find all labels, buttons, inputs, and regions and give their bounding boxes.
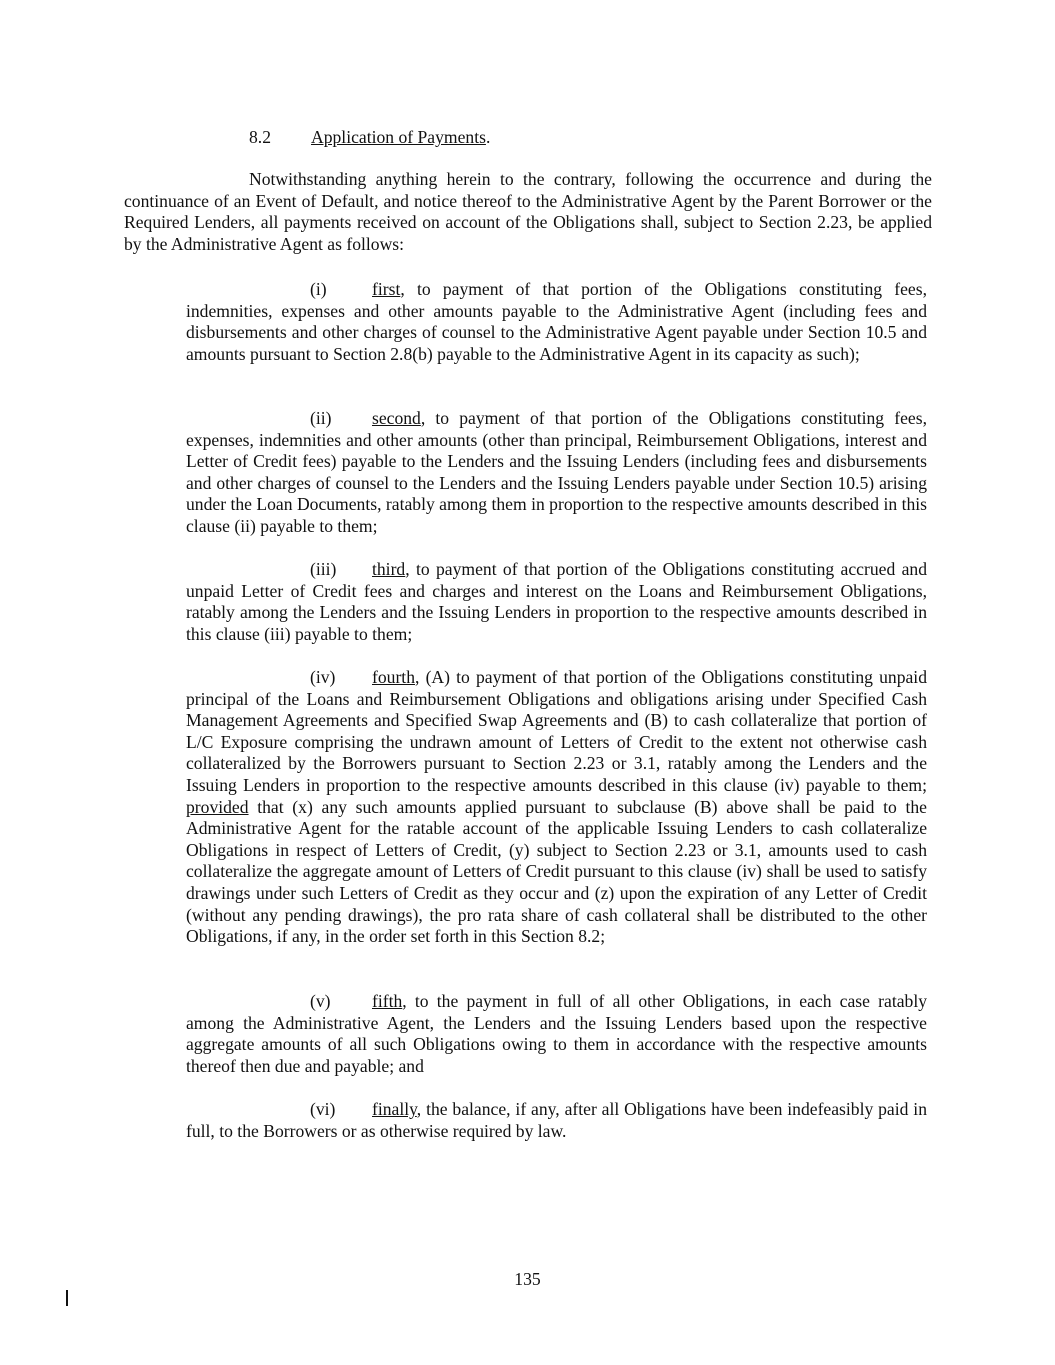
clause-i: [186, 279, 927, 365]
clause-keyword: second: [372, 408, 421, 428]
clause-text: , to payment of that portion of the Obligations constituting fees, indemnities, expenses and other amounts payable to the Administrative Agent (including fees and disbursements and other charges of counsel to the Administrative Agent payable under Section 10.5 and amounts pursuant to Section 2.8(b) payable to the Administrative Agent in its capacity as such);: [186, 279, 927, 364]
clause-vi: [186, 1099, 927, 1142]
clause-label: (v): [310, 991, 331, 1011]
clause-text: , to payment of that portion of the Obligations constituting fees, expenses, indemnities and other amounts (other than principal, Reimbursement Obligations, interest and Letter of Credit fees) payable to the Lenders and the Issuing Lenders (including fees and disbursements and other charges of counsel to the Lenders and the Issuing Lenders payable under Section 10.5) arising under the Loan Documents, ratably among them in proportion to the respective amounts described in this clause (ii) payable to them;: [186, 408, 927, 536]
clause-label: (iv): [310, 667, 336, 687]
clause-iv: [186, 667, 927, 948]
clause-iii: [186, 559, 927, 645]
clause-keyword: finally: [372, 1099, 417, 1119]
clause-text: , the balance, if any, after all Obligations have been indefeasibly paid in full, to the Borrowers or as otherwise required by law.: [186, 1099, 927, 1141]
clause-keyword: third: [372, 559, 406, 579]
clause-label: (i): [310, 279, 327, 299]
clause-keyword: fifth: [372, 991, 403, 1011]
clause-proviso-keyword: provided: [186, 796, 249, 817]
clause-label: (iii): [310, 559, 337, 579]
clause-proviso-text: that (x) any such amounts applied pursuant to subclause (B) above shall be paid to the Administrative Agent for the ratable account of the applicable Issuing Lenders to cash collateralize Obligations in respect of Letters of Credit, (y) subject to Section 2.23 or 3.1, amounts used to cash collateralize the aggregate amount of Letters of Credit pursuant to this clause (iv) shall be used to satisfy drawings under such Letters of Credit as they occur and (z) upon the expiration of any Letter of Credit (without any pending drawings), the pro rata share of cash collateral shall be distributed to the other Obligations, if any, in the order set forth in this Section 8.2;: [186, 796, 927, 947]
section-title: Application of Payments: [311, 127, 486, 147]
revision-bar: [66, 1290, 68, 1306]
clause-keyword: first: [372, 279, 401, 299]
clause-keyword: fourth: [372, 667, 415, 687]
page-number: 135: [514, 1269, 541, 1289]
section-number: 8.2: [249, 127, 271, 147]
clause-text: , to the payment in full of all other Obligations, in each case ratably among the Administrative Agent, the Lenders and the Issuing Lenders based upon the respective aggregate amounts of all such Obligations owing to them in accordance with the respective amounts thereof then due and payable; and: [186, 991, 927, 1076]
clause-text: , to payment of that portion of the Obligations constituting accrued and unpaid Letter of Credit fees and charges and interest on the Loans and Reimbursement Obligations, ratably among the Lenders and the Issuing Lenders in proportion to the respective amounts described in this clause (iii) payable to them;: [186, 559, 927, 644]
clause-v: [186, 991, 927, 1077]
intro-paragraph: Notwithstanding anything herein to the contrary, following the occurrence and during the continuance of an Event of Default, and notice thereof to the Administrative Agent by the Parent Borrower or the Required Lenders, all payments received on account of the Obligations shall, subject to Section 2.23, be applied by the Administrative Agent as follows:: [124, 169, 932, 254]
clause-ii: [186, 408, 927, 538]
clause-label: (vi): [310, 1099, 336, 1119]
section-heading: [249, 127, 490, 149]
clause-label: (ii): [310, 408, 332, 428]
section-title-period: .: [485, 127, 491, 147]
clause-text: , (A) to payment of that portion of the Obligations constituting unpaid principal of the Loans and Reimbursement Obligations and obligations arising under Specified Cash Management Agreements and Specified Swap Agreements and (B) to cash collateralize that portion of L/C Exposure comprising the undrawn amount of Letters of Credit to the extent not otherwise cash collateralized by the Borrowers pursuant to Section 2.23 or 3.1, ratably among the Lenders and the Issuing Lenders in proportion to the respective amounts described in this clause (iv) payable to them;: [186, 667, 927, 795]
